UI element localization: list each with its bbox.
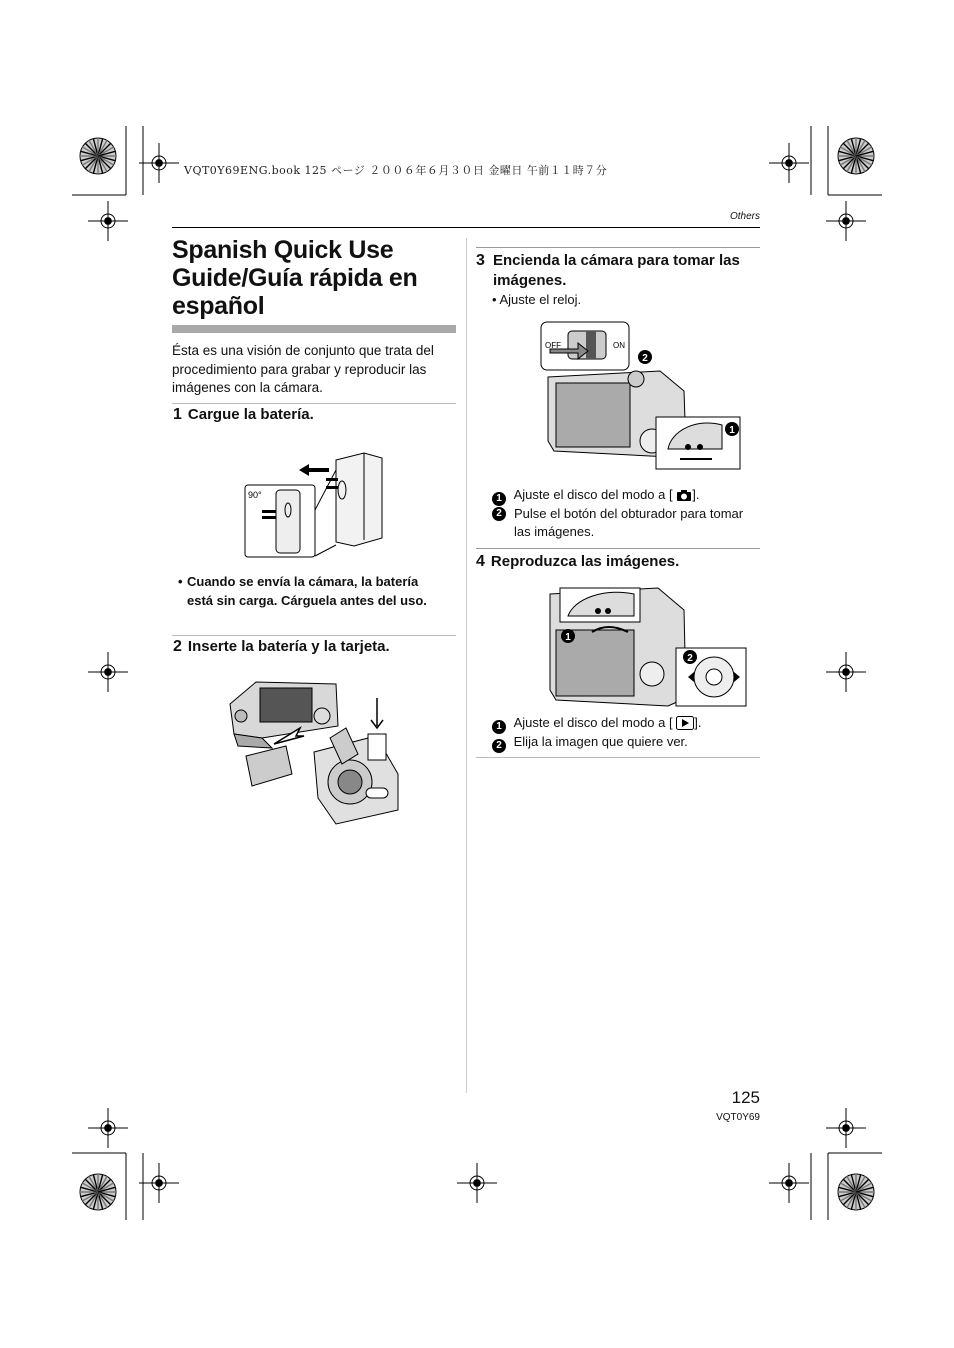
step-number: 4 [476,553,485,570]
divider [172,635,456,636]
item-text: Elija la imagen que quiere ver. [513,734,688,749]
registration-mark-icon [826,201,866,241]
title-underline-bar [172,325,456,333]
note-text: Cuando se envía la cámara, la batería está sin carga. Cárguela antes del uso. [187,574,427,608]
playback-illustration [548,586,748,708]
step-number: 2 [173,638,182,655]
registration-mark-icon [769,143,809,183]
column-divider [466,238,467,1093]
svg-text:1: 1 [565,632,571,643]
step-1-note [178,573,427,610]
marker-2: 2 [492,507,506,521]
step-2-heading [173,638,390,656]
registration-mark-icon [826,1108,866,1148]
step-4-item-2 [492,733,754,753]
power-on-illustration [540,321,744,471]
step-number: 1 [173,406,182,423]
step-3-item-2 [492,505,754,541]
divider [476,757,760,758]
marker-1: 1 [492,492,506,506]
header-rule [172,227,760,228]
item-text-end: ]. [692,487,700,502]
step-number: 3 [476,252,485,269]
marker-1: 1 [492,720,506,734]
model-code: VQT0Y69 [716,1112,760,1123]
registration-mark-icon [139,143,179,183]
color-target-icon [838,1174,874,1210]
registration-mark-icon [769,1163,809,1203]
section-label: Others [729,211,760,222]
page-number: 125 [731,1088,760,1107]
color-target-icon [80,138,116,174]
printer-slug-line: VQT0Y69ENG.book 125 ページ ２００６年６月３０日 金曜日 午前１１時７分 [184,164,608,177]
step-1-heading [173,406,314,424]
svg-text:2: 2 [687,653,693,664]
step-3-item-1 [492,486,754,506]
angle-label: 90° [248,490,262,500]
color-target-icon [80,1174,116,1210]
page-title: Spanish Quick Use Guide/Guía rápida en español [172,236,418,320]
step-title: Encienda la cámara para tomar las imágenes. [493,252,740,289]
step-4-item-1 [492,714,754,735]
registration-mark-icon [457,1163,497,1203]
charger-illustration [244,450,384,560]
off-label: OFF [545,341,561,350]
on-label: ON [613,341,625,350]
step-4-heading [476,553,679,571]
divider [476,247,760,248]
svg-text:1: 1 [729,425,735,436]
divider [476,548,760,549]
registration-mark-icon [826,652,866,692]
item-text: Pulse el botón del obturador para tomar las imágenes. [514,506,744,539]
registration-mark-icon [88,652,128,692]
registration-mark-icon [88,1108,128,1148]
step-title: Inserte la batería y la tarjeta. [187,638,390,655]
battery-card-illustration [226,678,404,824]
bullet: • [178,574,183,589]
bullet: • [492,292,500,307]
intro-paragraph: Ésta es una visión de conjunto que trata del procedimiento para grabar y reproducir las imágenes con la cámara. [172,343,434,395]
step-3-bullet [492,291,581,309]
item-text: Ajuste el disco del modo a [ [513,715,673,730]
bullet-text: Ajuste el reloj. [499,292,582,307]
marker-2: 2 [492,739,506,753]
camera-icon [676,488,692,506]
item-text: Ajuste el disco del modo a [ [513,487,673,502]
registration-mark-icon [139,1163,179,1203]
divider [172,403,456,404]
step-3-heading [476,251,756,291]
registration-mark-icon [88,201,128,241]
step-title: Reproduzca las imágenes. [490,553,680,570]
svg-text:2: 2 [642,353,648,364]
item-text-end: ]. [694,715,702,730]
step-title: Cargue la batería. [187,406,314,423]
color-target-icon [838,138,874,174]
